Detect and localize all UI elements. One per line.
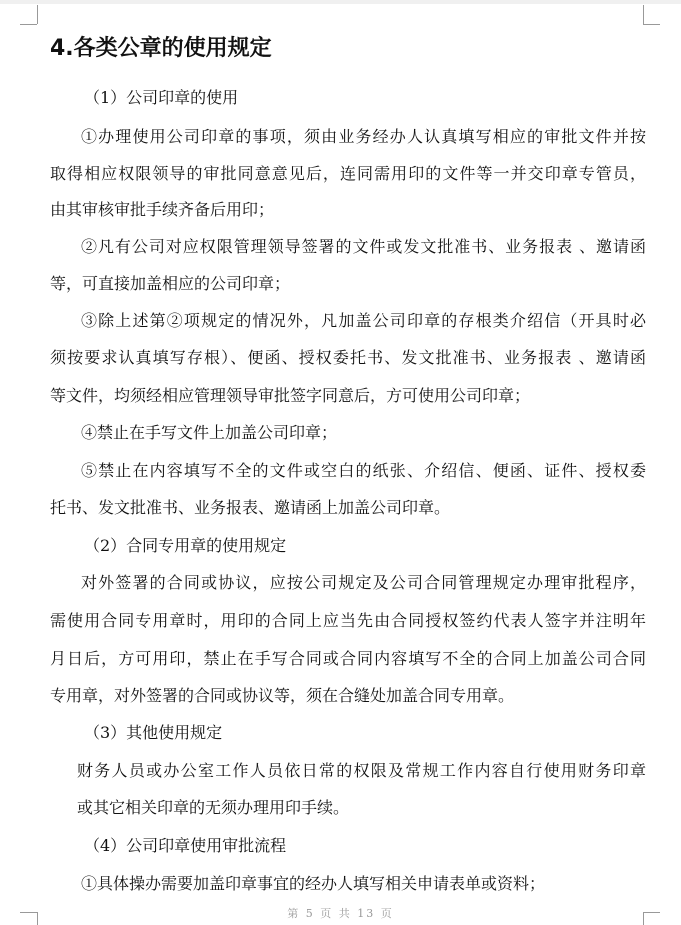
text-line: ①具体操办需要加盖印章事宜的经办人填写相关申请表单或资料； (81, 874, 546, 893)
text-line: 需使用合同专用章时，用印的合同上应当先由合同授权签约代表人签字并注明年 (50, 611, 646, 630)
page-footer: 第 5 页 共 13 页 (287, 907, 394, 920)
text-line: 等，可直接加盖相应的公司印章； (50, 274, 291, 293)
page-heading: 4.各类公章的使用规定 (50, 36, 272, 61)
corner-mark-tr-h (643, 24, 660, 25)
text-line: 或其它相关印章的无须办理用印手续。 (77, 798, 350, 817)
text-line: 须按要求认真填写存根）、便函、授权委托书、发文批准书、业务报表 、邀请函 (50, 348, 646, 367)
text-line: 等文件，均须经相应管理领导审批签字同意后，方可使用公司印章； (50, 386, 531, 405)
text-line: 专用章，对外签署的合同或协议等，须在合缝处加盖合同专用章。 (50, 686, 515, 705)
text-line: ②凡有公司对应权限管理领导签署的文件或发文批准书、业务报表 、邀请函 (81, 237, 646, 256)
text-line: ⑤禁止在内容填写不全的文件或空白的纸张、介绍信、便函、证件、授权委 (81, 461, 646, 480)
text-line: 对外签署的合同或协议，应按公司规定及公司合同管理规定办理审批程序， (81, 573, 646, 592)
text-line: 财务人员或办公室工作人员依日常的权限及常规工作内容自行使用财务印章 (77, 761, 646, 780)
section-title: （2）合同专用章的使用规定 (84, 536, 287, 555)
corner-mark-tr (643, 5, 644, 24)
text-line: 月日后，方可用印，禁止在手写合同或合同内容填写不全的合同上加盖公司合同 (50, 649, 646, 668)
text-line: 由其审核审批手续齐备后用印； (50, 200, 275, 219)
text-line: 取得相应权限领导的审批同意意见后，连同需用印的文件等一并交印章专管员， (50, 164, 646, 183)
corner-mark-tl-h (20, 24, 37, 25)
text-line: ④禁止在手写文件上加盖公司印章； (81, 423, 338, 442)
text-line: ①办理使用公司印章的事项，须由业务经办人认真填写相应的审批文件并按 (81, 127, 646, 146)
text-line: 托书、发文批准书、业务报表、邀请函上加盖公司印章。 (50, 498, 451, 517)
corner-mark-tl (37, 5, 38, 24)
text-line: ③除上述第②项规定的情况外，凡加盖公司印章的存根类介绍信（开具时必 (81, 311, 646, 330)
section-title: （1）公司印章的使用 (84, 88, 239, 107)
section-title: （3）其他使用规定 (84, 723, 223, 742)
top-edge (0, 0, 681, 4)
section-title: （4）公司印章使用审批流程 (84, 836, 287, 855)
